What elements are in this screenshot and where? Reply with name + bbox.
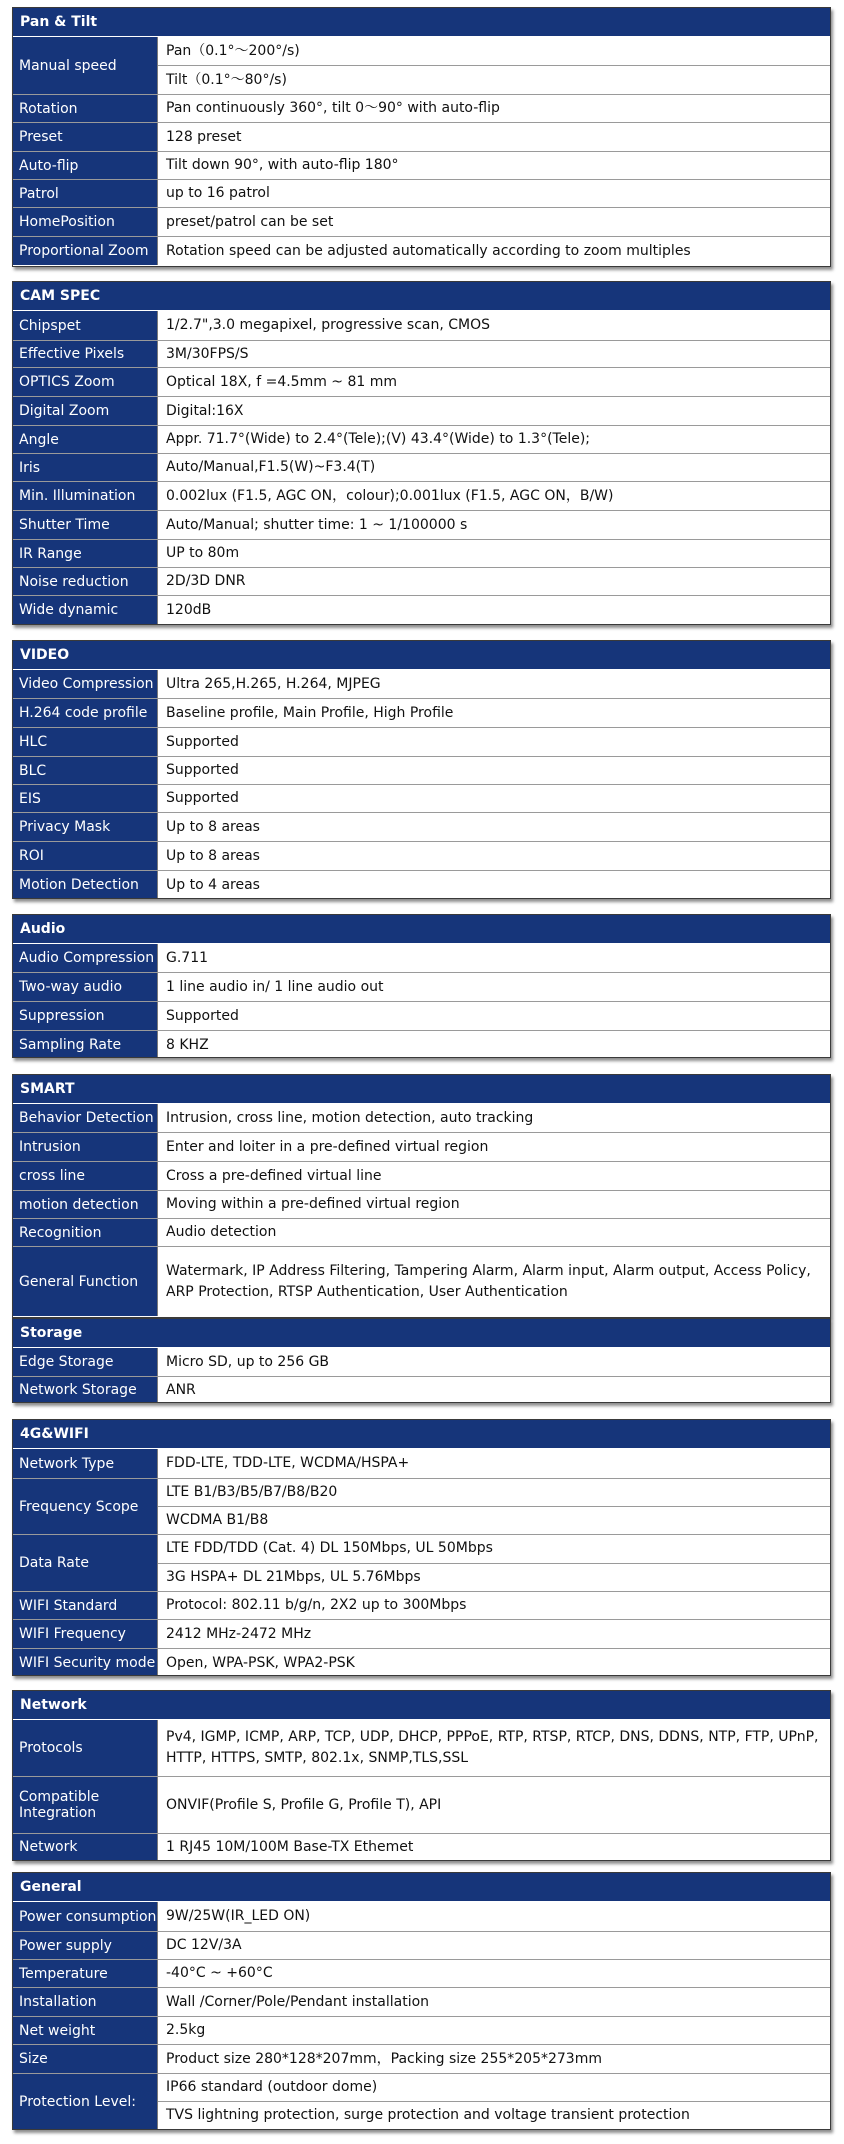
- spec-label: WIFI Security mode: [13, 1649, 158, 1676]
- spec-label: Audio Compression: [13, 944, 158, 972]
- spec-label: Temperature: [13, 1960, 158, 1987]
- spec-value: Appr. 71.7°(Wide) to 2.4°(Tele);(V) 43.4°(Wide) to 1.3°(Tele);: [166, 431, 591, 447]
- spec-label: Size: [13, 2045, 158, 2073]
- spec-values: [158, 871, 830, 899]
- spec-label: cross line: [13, 1162, 158, 1190]
- spec-values: [158, 1133, 830, 1161]
- spec-values: [158, 1535, 830, 1591]
- spec-row: [13, 481, 830, 510]
- spec-values: [158, 2017, 830, 2044]
- spec-value: 0.002lux (F1.5, AGC ON，colour);0.001lux (F1.5, AGC ON，B/W): [166, 487, 614, 504]
- spec-label: Network Type: [13, 1449, 158, 1478]
- spec-values: [158, 1348, 830, 1376]
- spec-value: IP66 standard (outdoor dome): [166, 2079, 378, 2095]
- spec-row: [13, 944, 830, 972]
- spec-value: LTE B1/B3/B5/B7/B8/B20: [166, 1484, 338, 1500]
- spec-value: 120dB: [166, 601, 212, 618]
- spec-value: Product size 280*128*207mm，Packing size 255*205*273mm: [166, 2050, 602, 2067]
- spec-value: Supported: [166, 733, 239, 750]
- spec-label: General Function: [13, 1247, 158, 1316]
- spec-row: [13, 1591, 830, 1619]
- spec-row: [13, 1931, 830, 1959]
- spec-value: Wall /Corner/Pole/Pendant installation: [166, 1993, 430, 2010]
- spec-value: UP to 80m: [166, 545, 240, 561]
- spec-values: [158, 1449, 830, 1478]
- spec-value: Pan（0.1°～200°/s): [166, 42, 300, 59]
- spec-label: Chipspet: [13, 311, 158, 340]
- spec-row: [13, 1833, 830, 1860]
- spec-value: 1/2.7",3.0 megapixel, progressive scan, CMOS: [166, 317, 491, 333]
- spec-row: [13, 841, 830, 870]
- spec-value: 3M/30FPS/S: [166, 345, 249, 362]
- spec-values: [158, 1932, 830, 1959]
- section-title: Storage: [13, 1319, 830, 1348]
- spec-value: Auto/Manual,F1.5(W)~F3.4(T): [166, 459, 376, 475]
- section-general: [12, 1872, 831, 2130]
- spec-label: IR Range: [13, 540, 158, 567]
- spec-values: [158, 973, 830, 1001]
- spec-value: Rotation speed can be adjusted automatically according to zoom multiples: [166, 242, 691, 259]
- spec-value: Audio detection: [166, 1224, 277, 1240]
- spec-row: [13, 1132, 830, 1161]
- spec-values: [158, 1988, 830, 2016]
- spec-label: Intrusion: [13, 1133, 158, 1161]
- spec-value: Tilt（0.1°～80°/s): [158, 65, 830, 94]
- spec-label: WIFI Frequency: [13, 1620, 158, 1648]
- spec-row: [13, 1030, 830, 1058]
- spec-label: Patrol: [13, 180, 158, 207]
- spec-row: [13, 1348, 830, 1376]
- spec-value: DC 12V/3A: [166, 1937, 242, 1953]
- spec-label: Manual speed: [13, 37, 158, 94]
- spec-value: Intrusion, cross line, motion detection, auto tracking: [166, 1109, 534, 1126]
- spec-value: Cross a pre-defined virtual line: [166, 1167, 382, 1184]
- spec-label: Power consumption: [13, 1902, 158, 1931]
- spec-value: 1 line audio in/ 1 line audio out: [166, 978, 384, 995]
- spec-values: [158, 1191, 830, 1218]
- spec-values: [158, 237, 830, 265]
- spec-label: Min. Illumination: [13, 482, 158, 510]
- spec-row: [13, 236, 830, 265]
- spec-value: Optical 18X, f =4.5mm ~ 81 mm: [166, 373, 398, 390]
- spec-values: [158, 699, 830, 727]
- spec-values: [158, 813, 830, 841]
- spec-label: Shutter Time: [13, 511, 158, 539]
- spec-row: [13, 1902, 830, 1931]
- spec-values: [158, 368, 830, 396]
- spec-row: [13, 1959, 830, 1987]
- spec-label: Two-way audio: [13, 973, 158, 1001]
- spec-values: [158, 511, 830, 539]
- spec-row: [13, 425, 830, 453]
- spec-label: HLC: [13, 728, 158, 756]
- spec-value: Up to 4 areas: [166, 876, 260, 893]
- spec-value: Up to 8 areas: [166, 847, 260, 864]
- spec-label: Behavior Detection: [13, 1104, 158, 1132]
- spec-row: [13, 1001, 830, 1030]
- spec-label: Digital Zoom: [13, 397, 158, 425]
- spec-values: [158, 1377, 830, 1403]
- spec-row: [13, 367, 830, 396]
- spec-row: [13, 94, 830, 122]
- spec-label: Auto-flip: [13, 152, 158, 179]
- spec-row: [13, 340, 830, 367]
- spec-values: [158, 95, 830, 122]
- spec-value: FDD-LTE, TDD-LTE, WCDMA/HSPA+: [166, 1455, 410, 1471]
- spec-row: [13, 727, 830, 756]
- spec-row: [13, 122, 830, 151]
- spec-label: Sampling Rate: [13, 1031, 158, 1058]
- spec-values: [158, 37, 830, 94]
- spec-label: Iris: [13, 454, 158, 481]
- spec-row: [13, 1648, 830, 1676]
- spec-row: [13, 2044, 830, 2073]
- spec-label: Protection Level:: [13, 2074, 158, 2129]
- spec-values: [158, 1960, 830, 1987]
- spec-values: [158, 670, 830, 698]
- spec-values: [158, 785, 830, 812]
- spec-values: [158, 1592, 830, 1619]
- spec-label: motion detection: [13, 1191, 158, 1218]
- spec-label: H.264 code profile: [13, 699, 158, 727]
- spec-values: [158, 482, 830, 510]
- spec-row: [13, 311, 830, 340]
- spec-row: [13, 812, 830, 841]
- section-smart: [12, 1074, 831, 1318]
- spec-value: G.711: [166, 949, 209, 966]
- spec-values: [158, 1031, 830, 1058]
- spec-values: [158, 1777, 830, 1833]
- spec-label: Power supply: [13, 1932, 158, 1959]
- spec-row: [13, 698, 830, 727]
- spec-label: EIS: [13, 785, 158, 812]
- spec-row: [13, 972, 830, 1001]
- spec-value: LTE FDD/TDD (Cat. 4) DL 150Mbps, UL 50Mbps: [166, 1540, 493, 1557]
- spec-row: [13, 1161, 830, 1190]
- spec-value: -40°C ~ +60°C: [166, 1965, 273, 1981]
- spec-label: HomePosition: [13, 208, 158, 236]
- spec-label: Frequency Scope: [13, 1479, 158, 1534]
- spec-value: 9W/25W(IR_LED ON): [166, 1908, 311, 1924]
- spec-value: Supported: [166, 790, 239, 806]
- spec-row: [13, 784, 830, 812]
- spec-label: OPTICS Zoom: [13, 368, 158, 396]
- spec-label: ROI: [13, 842, 158, 870]
- spec-values: [158, 2074, 830, 2129]
- spec-value: 2412 MHz-2472 MHz: [166, 1625, 312, 1642]
- section-network: [12, 1690, 831, 1861]
- spec-value: Protocol: 802.11 b/g/n, 2X2 up to 300Mbps: [166, 1597, 467, 1613]
- spec-values: [158, 1219, 830, 1246]
- spec-values: [158, 454, 830, 481]
- spec-label: Installation: [13, 1988, 158, 2016]
- spec-row: [13, 510, 830, 539]
- section-video: [12, 640, 831, 899]
- spec-values: [158, 944, 830, 972]
- spec-value: preset/patrol can be set: [166, 213, 334, 230]
- spec-value: Micro SD, up to 256 GB: [166, 1353, 330, 1370]
- spec-row: [13, 870, 830, 899]
- spec-value: Supported: [166, 762, 239, 778]
- spec-label: Network Storage: [13, 1377, 158, 1403]
- spec-value: Ultra 265,H.265, H.264, MJPEG: [166, 675, 381, 692]
- spec-values: [158, 1162, 830, 1190]
- spec-values: [158, 1479, 830, 1534]
- spec-values: [158, 596, 830, 624]
- spec-value: Pv4, IGMP, ICMP, ARP, TCP, UDP, DHCP, PPPoE, RTP, RTSP, RTCP, DNS, DDNS, NTP, FTP, UPnP, HTTP, HTTPS, SMTP, 802.1x, SNMP,TLS,SSL: [166, 1729, 819, 1766]
- spec-label: Rotation: [13, 95, 158, 122]
- spec-row: [13, 1246, 830, 1316]
- spec-values: [158, 180, 830, 207]
- spec-row: [13, 1104, 830, 1132]
- spec-label: Privacy Mask: [13, 813, 158, 841]
- spec-value: up to 16 patrol: [166, 185, 270, 201]
- spec-values: [158, 341, 830, 367]
- spec-values: [158, 1002, 830, 1030]
- spec-label: Net weight: [13, 2017, 158, 2044]
- spec-values: [158, 1247, 830, 1316]
- spec-label: Preset: [13, 123, 158, 151]
- spec-label: Video Compression: [13, 670, 158, 698]
- spec-value: 2D/3D DNR: [166, 573, 246, 589]
- spec-values: [158, 842, 830, 870]
- spec-label: Suppression: [13, 1002, 158, 1030]
- spec-row: [13, 670, 830, 698]
- section-storage: [12, 1318, 831, 1403]
- spec-values: [158, 728, 830, 756]
- spec-values: [158, 1620, 830, 1648]
- spec-row: [13, 37, 830, 94]
- spec-row: [13, 567, 830, 595]
- spec-row: [13, 179, 830, 207]
- section-title: Audio: [13, 915, 830, 944]
- section-title: General: [13, 1873, 830, 1902]
- section-pan-tilt: [12, 7, 831, 267]
- section-4g-wifi: [12, 1419, 831, 1676]
- section-title: Network: [13, 1691, 830, 1720]
- section-title: CAM SPEC: [13, 282, 830, 311]
- spec-row: [13, 1534, 830, 1591]
- spec-value: Enter and loiter in a pre-defined virtual region: [166, 1138, 489, 1155]
- spec-values: [158, 1649, 830, 1676]
- spec-values: [158, 540, 830, 567]
- spec-value: Pan continuously 360°, tilt 0～90° with auto-flip: [166, 100, 500, 116]
- spec-row: [13, 595, 830, 624]
- spec-row: [13, 1720, 830, 1776]
- spec-row: [13, 1987, 830, 2016]
- spec-row: [13, 1376, 830, 1403]
- section-title: VIDEO: [13, 641, 830, 670]
- spec-row: [13, 756, 830, 784]
- section-title: Pan & Tilt: [13, 8, 830, 37]
- spec-value: 2.5kg: [166, 2022, 206, 2038]
- spec-value: Tilt down 90°, with auto-flip 180°: [166, 157, 399, 173]
- spec-row: [13, 151, 830, 179]
- spec-label: Data Rate: [13, 1535, 158, 1591]
- spec-values: [158, 152, 830, 179]
- spec-value: Supported: [166, 1007, 239, 1024]
- spec-label: Wide dynamic: [13, 596, 158, 624]
- spec-label: WIFI Standard: [13, 1592, 158, 1619]
- spec-values: [158, 208, 830, 236]
- spec-values: [158, 568, 830, 595]
- spec-label: Effective Pixels: [13, 341, 158, 367]
- spec-value: Digital:16X: [166, 402, 244, 419]
- spec-value: 3G HSPA+ DL 21Mbps, UL 5.76Mbps: [158, 1563, 830, 1592]
- spec-label: Motion Detection: [13, 871, 158, 899]
- spec-row: [13, 1190, 830, 1218]
- spec-value: Open, WPA-PSK, WPA2-PSK: [166, 1654, 355, 1671]
- spec-row: [13, 2016, 830, 2044]
- spec-label: Proportional Zoom: [13, 237, 158, 265]
- spec-value: WCDMA B1/B8: [158, 1506, 830, 1534]
- spec-values: [158, 1902, 830, 1931]
- spec-values: [158, 123, 830, 151]
- spec-values: [158, 757, 830, 784]
- spec-value: Watermark, IP Address Filtering, Tampering Alarm, Alarm input, Alarm output, Access Policy, ARP Protection, RTSP Authentication, User Authentication: [166, 1262, 811, 1300]
- spec-row: [13, 539, 830, 567]
- spec-values: [158, 1720, 830, 1776]
- section-cam-spec: [12, 281, 831, 625]
- spec-value: TVS lightning protection, surge protection and voltage transient protection: [158, 2101, 830, 2129]
- spec-value: 1 RJ45 10M/100M Base-TX Ethemet: [166, 1838, 414, 1855]
- spec-row: [13, 1776, 830, 1833]
- spec-row: [13, 1478, 830, 1534]
- spec-label: Angle: [13, 426, 158, 453]
- spec-values: [158, 397, 830, 425]
- spec-value: ANR: [166, 1381, 196, 1398]
- spec-row: [13, 1218, 830, 1246]
- section-title: SMART: [13, 1075, 830, 1104]
- spec-value: Baseline profile, Main Profile, High Profile: [166, 704, 454, 721]
- spec-row: [13, 396, 830, 425]
- section-title: 4G&WIFI: [13, 1420, 830, 1449]
- spec-row: [13, 1449, 830, 1478]
- spec-values: [158, 1834, 830, 1860]
- spec-row: [13, 453, 830, 481]
- spec-label: Edge Storage: [13, 1348, 158, 1376]
- spec-values: [158, 2045, 830, 2073]
- spec-row: [13, 1619, 830, 1648]
- spec-value: ONVIF(Profile S, Profile G, Profile T), API: [166, 1796, 442, 1813]
- spec-values: [158, 311, 830, 340]
- spec-value: Up to 8 areas: [166, 818, 260, 835]
- spec-row: [13, 207, 830, 236]
- spec-label: BLC: [13, 757, 158, 784]
- spec-label: Recognition: [13, 1219, 158, 1246]
- section-audio: [12, 914, 831, 1058]
- spec-value: 128 preset: [166, 128, 242, 145]
- spec-label: Protocols: [13, 1720, 158, 1776]
- spec-values: [158, 426, 830, 453]
- spec-value: Auto/Manual; shutter time: 1 ~ 1/100000 s: [166, 516, 468, 533]
- spec-label: Noise reduction: [13, 568, 158, 595]
- spec-label: Compatible Integration: [13, 1777, 158, 1833]
- spec-value: 8 KHZ: [166, 1036, 209, 1053]
- spec-values: [158, 1104, 830, 1132]
- spec-value: Moving within a pre-defined virtual region: [166, 1196, 460, 1212]
- spec-label: Network: [13, 1834, 158, 1860]
- spec-row: [13, 2073, 830, 2129]
